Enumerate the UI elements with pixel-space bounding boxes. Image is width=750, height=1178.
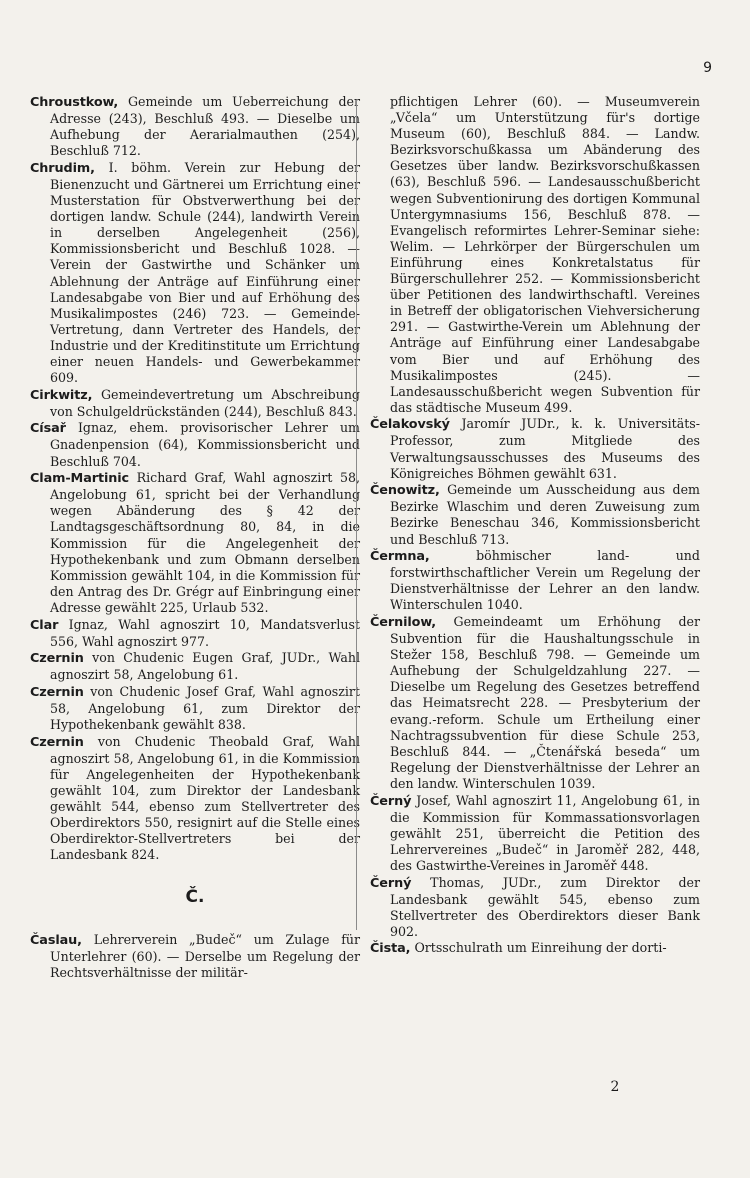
entry-text: Ortsschulrath um Einreihung der dorti- [414,940,667,956]
entry-headword: Cirkwitz, [30,387,93,403]
entry-text: böhmischer land- und forstwirthschaftlicher Verein um Regelung der Dienstverhältnisse der Lehrer an den landw. Winterschulen 1040. [390,548,700,613]
index-entry [370,793,700,874]
entry-text: Jaromír JUDr., k. k. Universitäts-Professor, zum Mitgliede des Verwaltungsausschusses des Museums des Königreiches Böhmen gewählt 631. [390,416,700,481]
index-entry [370,482,700,547]
entry-text: Gemeinde um Ueberreichung der Adresse (243), Beschluß 493. — Dieselbe um Aufhebung der Aerarialmauthen (254), Beschluß 712. [50,94,360,159]
index-entry [370,940,700,957]
index-entry [30,160,360,386]
entry-text: von Chudenic Theobald Graf, Wahl agnoszirt 58, Angelobung 61, in die Kommission für Angelegenheiten der Hypothekenbank gewählt 104, zum Direktor der Landesbank gewählt 544, ebenso zum Stellvertreter des Oberdirektors 550, resignirt auf die Stelle eines Oberdirektor-Stellvertreters bei der Landesbank 824. [50,733,360,863]
entry-text: Ignaz, Wahl agnoszirt 10, Mandatsverlust 556, Wahl agnoszirt 977. [50,616,360,649]
entry-headword: Czernin [30,651,84,667]
index-entry [30,94,360,159]
entry-headword: Černilow, [370,615,437,630]
index-entry [370,548,700,613]
entry-headword: Czernin [30,684,84,700]
page-number: 9 [703,60,712,76]
signature-mark: 2 [610,1079,620,1095]
left-entries [30,94,360,863]
entry-headword: Čelakovský [370,417,450,433]
index-entry [30,387,360,420]
entry-headword: Císař [30,421,66,437]
entry-text: pflichtigen Lehrer (60). — Museumverein „Včela“ um Unterstützung für's dortige Museum (60), Beschluß 884. — Landw. Bezirksvorschußkassa um Abänderung des Gesetzes über landw. Bezirksvorschußkassen (63), Beschluß 596. — Landesausschußbericht wegen Subventionirung des dortigen Kommunal Untergymnasiums 156, Beschluß 878. — Evangelisch reformirtes Lehrer-Seminar siehe: Welim. — Lehrkörper der Bürgerschulen um Einführung eines Konkretalstatus für Bürgerschullehrer 252. — Kommissionsbericht über Petitionen des landwirthschaftl. Vereines in Betreff der obligatorischen Viehversicherung 291. — Gastwirthe-Verein um Ablehnung der Anträge auf Einführung einer Landesabgabe vom Bier und auf Erhöhung des Musikalimpostes (245). — Landesausschußbericht wegen Subvention für das städtische Museum 499. [390,94,700,415]
left-column [30,94,360,981]
entry-headword: Časlau, [30,932,82,948]
index-entry [30,684,360,733]
entry-text: Thomas, JUDr., zum Direktor der Landesbank gewählt 545, ebenso zum Stellvertreter des Oberdirektors dieser Bank 902. [390,874,700,939]
entry-headword: Čista, [370,941,411,957]
index-entry [370,416,700,481]
entry-text: von Chudenic Josef Graf, Wahl agnoszirt 58, Angelobung 61, zum Direktor der Hypothekenbank gewählt 838. [50,683,360,733]
index-entry [30,617,360,650]
entry-headword: Clam-Martinic [30,471,130,487]
index-entry [30,470,360,616]
left-entries-after-section [30,932,360,981]
entry-text: Gemeindevertretung um Abschreibung von Schulgeldrückständen (244), Beschluß 843. [50,386,360,419]
entry-headword: Čermna, [370,549,430,565]
entry-text: Josef, Wahl agnoszirt 11, Angelobung 61, in die Kommission für Kommassationsvorlagen gewählt 251, überreicht die Petition des Lehrervereines „Budeč“ in Jaroměř 282, 448, des Gastwirthe-Vereines in Jaroměř 448. [390,792,700,873]
index-entry [370,94,700,416]
entry-text: Lehrerverein „Budeč“ um Zulage für Unterlehrer (60). — Derselbe um Regelung der Rechtsverhältnisse der militär- [50,931,360,980]
section-heading: Č. [185,887,205,908]
index-entry [30,420,360,469]
entry-headword: Černý [370,875,412,891]
entry-headword: Čenowitz, [370,483,440,499]
entry-text: I. böhm. Verein zur Hebung der Bienenzucht und Gärtnerei um Errichtung einer Musterstation für Obstverwerthung bei der dortigen landw. Schule (244), landwirth Verein in derselben Angelegenheit (256), Kommissionsbericht und Beschluß 1028. — Verein der Gastwirthe und Schänker um Ablehnung der Anträge auf Einführung einer Landesabgabe von Bier und auf Erhöhung des Musikalimpostes (246) 723. — Gemeinde-Vertretung, dann Vertreter des Handels, der Industrie und der Kreditinstitute um Errichtung einer neuen Handels- und Gewerbekammer 609. [50,159,360,386]
entry-text: Richard Graf, Wahl agnoszirt 58, Angelobung 61, spricht bei der Verhandlung wegen Abänderung des § 42 der Landtagsgeschäftsordnung 80, 84, in die Kommission für die Angelegenheit der Hypothekenbank und zum Obmann derselben Kommission gewählt 104, in die Kommission für den Antrag des Dr. Grégr auf Einbringung einer Adresse gewählt 225, Urlaub 532. [50,470,361,615]
index-entry [30,650,360,683]
entry-text: Gemeinde um Ausscheidung aus dem Bezirke Wlaschim und deren Zuweisung zum Bezirke Beneschau 346, Kommissionsbericht und Beschluß 713. [390,482,700,547]
entry-headword: Chrudim, [30,160,95,176]
index-entry [370,614,700,792]
right-column [370,94,700,958]
column-divider [356,100,357,930]
index-entry [30,932,360,981]
entry-text: Ignaz, ehem. provisorischer Lehrer um Gnadenpension (64), Kommissionsbericht und Beschluß 704. [50,420,360,469]
index-entry [30,734,360,864]
entry-headword: Clar [30,617,59,633]
entry-headword: Czernin [30,734,84,750]
entry-text: von Chudenic Eugen Graf, JUDr., Wahl agnoszirt 58, Angelobung 61. [50,650,360,683]
entry-headword: Chroustkow, [30,95,119,110]
index-entry [370,875,700,940]
entry-text: Gemeindeamt um Erhöhung der Subvention für die Haushaltungsschule in Stežer 158, Beschluß 798. — Gemeinde um Aufhebung der Schulgeldzahlung 227. — Dieselbe um Regelung des Gesetzes betreffend das Heimatsrecht 228. — Presbyterium der evang.-reform. Schule um Ertheilung einer Nachtragssubvention für diese Schule 253, Beschluß 844. — „Čtenářská beseda“ um Regelung der Dienstverhältnisse der Lehrer an den landw. Winterschulen 1039. [390,614,700,791]
entry-headword: Černý [370,793,412,809]
right-entries [370,94,700,957]
